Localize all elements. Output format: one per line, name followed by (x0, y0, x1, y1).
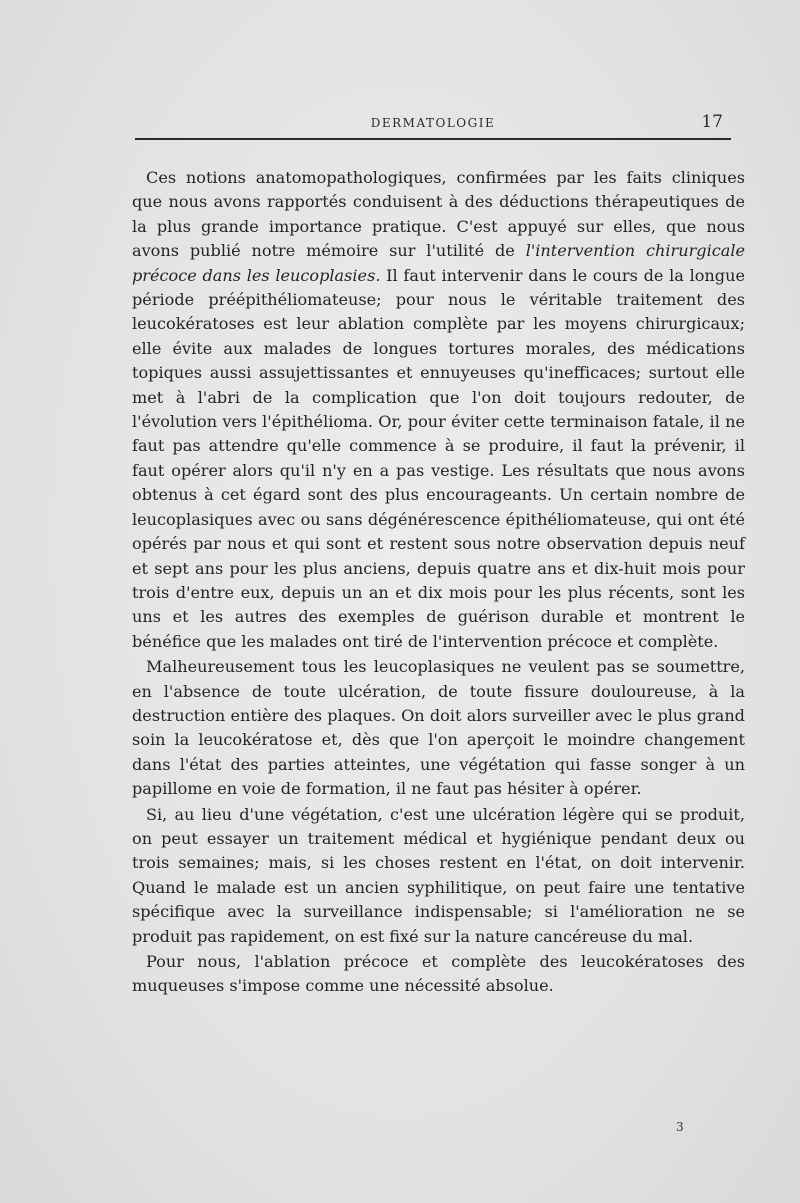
running-head (135, 110, 731, 140)
signature-mark: 3 (676, 1120, 684, 1134)
paragraph-1-start: Ces notions anatomopathologiques, confirmées par les faits cliniques que nous avons rapportés conduisent à des déductions thérapeutiques de la plus grande importance pratique. C'est appuyé sur elles, que nous avons publié notre mémoire sur l'utilité de (132, 168, 745, 261)
body-text (132, 166, 745, 999)
paragraph-1-italic-title: l'intervention chirurgicale précoce dans les leucoplasies. (132, 241, 745, 285)
paragraph-2: Malheureusement tous les leucoplasiques ne veulent pas se soumettre, en l'absence de toute ulcération, de toute fissure douloureuse, à la destruction entière des plaques. On doit alors surveiller avec le plus grand soin la leucokératose et, dès que l'on aperçoit le moindre changement dans l'état des parties atteintes, une végétation qui fasse songer à un papillome en voie de formation, il ne faut pas hésiter à opérer. (132, 657, 745, 799)
running-head-title: DERMATOLOGIE (370, 116, 496, 130)
paragraph-1-end: Il faut intervenir dans le cours de la longue période préépithéliomateuse; pour nous le véritable traitement des leucokératoses est leur ablation complète par les moyens chirurgicaux; elle évite aux malades de longues tortures morales, des médications topiques aussi assujettissantes et ennuyeuses qu'inefficaces; surtout elle met à l'abri de la complication que l'on doit toujours redouter, de l'évolution vers l'épithélioma. Or, pour éviter cette terminaison fatale, il ne faut pas attendre qu'elle commence à se produire, il faut la prévenir, il faut opérer alors qu'il n'y en a pas vestige. Les résultats que nous avons obtenus à cet égard sont des plus encourageants. Un certain nombre de leucoplasiques avec ou sans dégénérescence épithéliomateuse, qui ont été opérés par nous et qui sont et restent sous notre observation depuis neuf et sept ans pour les plus anciens, depuis quatre ans et dix-huit mois pour trois d'entre eux, depuis un an et dix mois pour les plus récents, sont les uns et les autres des exemples de guérison durable et montrent le bénéfice que les malades ont tiré de l'intervention précoce et complète. (132, 265, 745, 651)
paragraph-3: Si, au lieu d'une végétation, c'est une ulcération légère qui se produit, on peut essayer un traitement médical et hygiénique pendant deux ou trois semaines; mais, si les choses restent en l'état, on doit intervenir. Quand le malade est un ancien syphilitique, on peut faire une tentative spécifique avec la surveillance indispensable; si l'amélioration ne se produit pas rapidement, on est fixé sur la nature cancéreuse du mal. (132, 804, 745, 946)
paragraph-4: Pour nous, l'ablation précoce et complète des leucokératoses des muqueuses s'impose comme une nécessité absolue. (132, 952, 745, 996)
paragraph-1 (132, 166, 745, 654)
header-rule (135, 138, 731, 140)
page-number: 17 (701, 112, 723, 132)
